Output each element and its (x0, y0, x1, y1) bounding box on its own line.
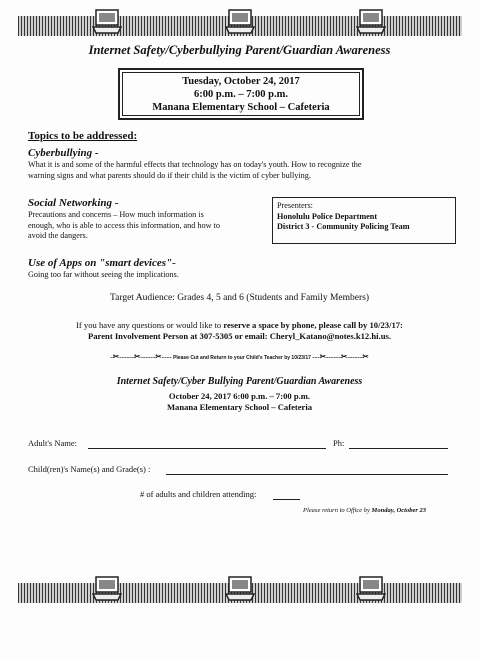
social-heading-text: Social Networking (28, 197, 113, 209)
social-line-3: avoid the dangers. (28, 231, 88, 240)
social-line-2: enough, who is able to access this information, and how to (28, 220, 220, 230)
contact-line-1b: reserve a space by phone, please call by 10/23/17: (223, 320, 403, 330)
form-line-2: Manana Elementary School – Cafeteria (166, 402, 313, 412)
contact-line-2: Parent Involvement Person at 307-5305 or email: Cheryl_Katano@notes.k12.hi.us. (88, 331, 391, 341)
apps-line-1: Going too far without seeing the implications. (28, 270, 179, 279)
event-location: Manana Elementary School – Cafeteria (152, 102, 330, 113)
contact-line-1a: If you have any questions or would like to (76, 320, 224, 330)
presenters-line-1: Honolulu Police Department (277, 211, 378, 221)
event-details-box (118, 68, 364, 120)
attendee-count-field[interactable] (273, 499, 300, 500)
laptop-icon (356, 9, 386, 35)
presenters-box (272, 197, 456, 244)
cut-scissors-right: ---✂------✂------✂ (312, 352, 369, 361)
social-networking-body (28, 210, 268, 242)
child-name-label: Child(ren)'s Name(s) and Grade(s) : (28, 464, 151, 474)
social-networking-heading (28, 197, 118, 209)
form-event-details (0, 391, 479, 413)
cyberbullying-line-1: What it is and some of the harmful effects that technology has on today's youth. How to recognize the (28, 160, 362, 169)
topics-heading: Topics to be addressed: (28, 130, 138, 142)
attendee-count-label: # of adults and children attending: (140, 489, 257, 499)
bottom-border-band (18, 583, 462, 603)
cut-instruction: Please Cut and Return to your Child's Teacher by 10/23/17 (171, 355, 313, 361)
phone-field[interactable] (349, 448, 448, 449)
apps-heading-a: Use of Apps on (28, 257, 100, 269)
laptop-icon (225, 9, 255, 35)
apps-heading-c: - (172, 257, 176, 269)
presenters-label: Presenters: (277, 201, 313, 210)
cyberbullying-heading-text: Cyberbullying (28, 147, 93, 159)
event-date: Tuesday, October 24, 2017 (182, 76, 300, 87)
presenters-line-2: District 3 - Community Policing Team (277, 222, 410, 231)
social-line-1: Precautions and concerns – How much information is (28, 210, 204, 219)
laptop-icon (225, 576, 255, 602)
cyberbullying-line-2: warning signs and what parents should do if their child is the victim of cyber bullying. (28, 170, 311, 180)
return-note (303, 507, 426, 514)
target-audience: Target Audience: Grades 4, 5 and 6 (Students and Family Members) (109, 293, 370, 303)
laptop-icon (92, 9, 122, 35)
contact-info (0, 320, 479, 342)
laptop-icon (356, 576, 386, 602)
form-line-1: October 24, 2017 6:00 p.m. – 7:00 p.m. (168, 391, 311, 401)
apps-heading (28, 257, 176, 269)
cyberbullying-body (28, 160, 468, 181)
return-note-b: Monday, October 23 (371, 507, 427, 514)
form-title: Internet Safety/Cyber Bullying Parent/Guardian Awareness (116, 376, 363, 387)
page-title: Internet Safety/Cyberbullying Parent/Guardian Awareness (88, 43, 391, 57)
apps-heading-b: "smart devices" (99, 257, 173, 269)
heading-dash: - (92, 147, 99, 159)
cyberbullying-heading (28, 147, 99, 159)
child-name-field[interactable] (166, 474, 448, 475)
heading-dash: - (112, 197, 119, 209)
contact-line-1 (0, 320, 479, 331)
top-border-band (18, 16, 462, 36)
laptop-icon (92, 576, 122, 602)
phone-label: Ph: (333, 438, 345, 448)
return-note-a: Please return to Office by (303, 507, 372, 514)
adult-name-field[interactable] (88, 448, 326, 449)
event-time: 6:00 p.m. – 7:00 p.m. (194, 89, 288, 100)
adult-name-label: Adult's Name: (28, 438, 77, 448)
cut-line (0, 352, 479, 361)
cut-scissors-left: -✂------✂------✂---- (110, 352, 172, 361)
